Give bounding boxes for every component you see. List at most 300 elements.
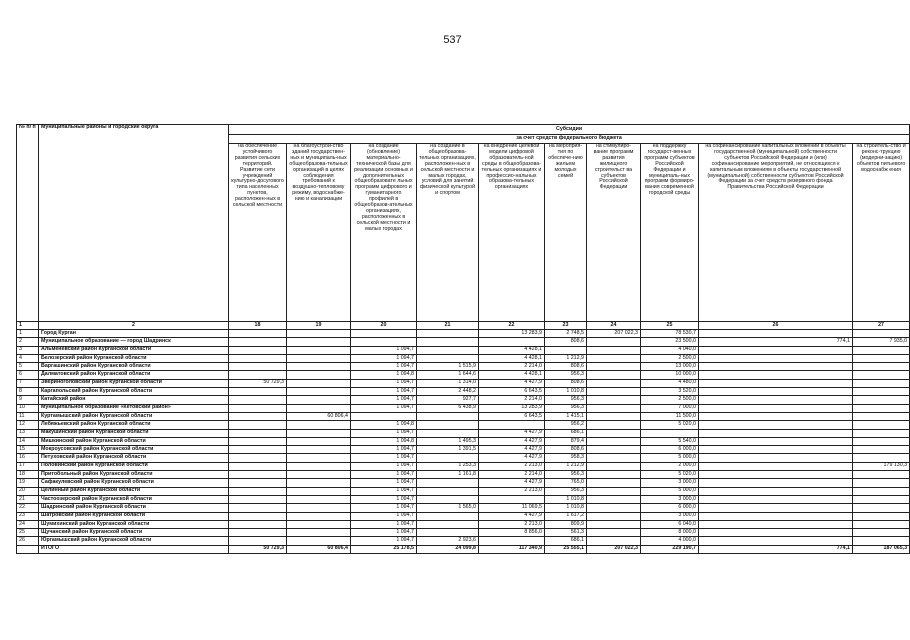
- row-number: 13: [17, 429, 39, 437]
- subsidy-value: [287, 379, 351, 387]
- subsidy-value: [287, 421, 351, 429]
- column-number: 18: [229, 322, 287, 330]
- subsidy-value: 4 427,9: [479, 379, 545, 387]
- subsidy-value: [479, 421, 545, 429]
- subsidy-value: 1 515,9: [417, 363, 479, 371]
- header-subsidies: Субсидии: [229, 125, 910, 135]
- subsidy-value: 229 190,7: [641, 545, 699, 553]
- subsidy-value: 2 748,5: [545, 330, 587, 338]
- subsidy-value: [699, 504, 853, 512]
- subsidy-value: 2 213,0: [479, 487, 545, 495]
- subsidy-value: 8 000,0: [641, 529, 699, 537]
- subsidy-value: [853, 379, 910, 387]
- subsidy-value: 1 094,7: [351, 404, 417, 412]
- subsidy-value: 6 643,5: [479, 388, 545, 396]
- subsidy-value: [853, 363, 910, 371]
- subsidy-value: 2 214,0: [479, 471, 545, 479]
- subsidy-value: [351, 338, 417, 346]
- table-row: [17, 471, 910, 479]
- subsidy-value: [287, 437, 351, 445]
- subsidy-value: 6 643,5: [479, 412, 545, 420]
- table-row: [17, 437, 910, 445]
- subsidy-value: [699, 471, 853, 479]
- subsidy-value: [587, 371, 641, 379]
- subsidy-value: [587, 479, 641, 487]
- subsidy-value: [853, 446, 910, 454]
- subsidy-value: [587, 462, 641, 470]
- subsidy-value: [853, 437, 910, 445]
- subsidy-value: 1 094,7: [351, 520, 417, 528]
- row-number: 8: [17, 388, 39, 396]
- subsidy-value: 1 161,8: [417, 471, 479, 479]
- row-number: 26: [17, 537, 39, 545]
- subsidy-value: 1 010,8: [545, 495, 587, 503]
- subsidy-value: [287, 354, 351, 362]
- header-federal-budget: за счет средств федерального бюджета: [229, 135, 910, 144]
- row-number: 7: [17, 379, 39, 387]
- subsidy-value: 956,2: [545, 421, 587, 429]
- subsidy-value: [699, 437, 853, 445]
- subsidy-value: 808,6: [545, 363, 587, 371]
- row-number: 11: [17, 412, 39, 420]
- subsidy-value: [287, 396, 351, 404]
- subsidy-value: [587, 388, 641, 396]
- municipality-name: Мишкинский район Курганской области: [39, 437, 229, 445]
- subsidy-value: 179 130,3: [853, 462, 910, 470]
- subsidy-value: [699, 330, 853, 338]
- subsidy-value: 808,6: [545, 379, 587, 387]
- subsidy-value: [699, 404, 853, 412]
- subsidy-value: 1 094,7: [351, 529, 417, 537]
- column-number: 23: [545, 322, 587, 330]
- subsidy-value: [351, 330, 417, 338]
- subsidy-value: [287, 504, 351, 512]
- row-number: 9: [17, 396, 39, 404]
- subsidy-value: [699, 462, 853, 470]
- subsidy-value: [853, 388, 910, 396]
- subsidy-value: 11 500,0: [641, 412, 699, 420]
- subsidy-value: [229, 487, 287, 495]
- subsidy-value: [417, 512, 479, 520]
- subsidy-value: [417, 330, 479, 338]
- subsidy-value: [587, 404, 641, 412]
- subsidy-value: [229, 512, 287, 520]
- subsidy-value: [229, 354, 287, 362]
- subsidy-value: [287, 346, 351, 354]
- municipality-name: Город Курган: [39, 330, 229, 338]
- subsidy-value: [287, 404, 351, 412]
- column-header: на софинансирование капитальных вложений в объекты государственной (муниципальной) собственности субъектов Российской Федерации и (или) софинансирование мероприятий, не относящихся к капитальным вложениям в объекты государственной (муниципальной) собственности субъектов Российской Федерации за счет средств резервного фонда Правительства Российской Федерации: [699, 144, 853, 322]
- subsidy-value: [587, 504, 641, 512]
- subsidy-value: [699, 495, 853, 503]
- subsidy-value: 5 020,0: [641, 421, 699, 429]
- column-header: на строитель-ство и реконс-трукцию (модерни-зацию) объектов питьевого водоснабж ения: [853, 144, 910, 322]
- subsidy-value: [287, 495, 351, 503]
- subsidy-value: [853, 421, 910, 429]
- subsidy-value: 2 214,0: [479, 396, 545, 404]
- column-number: 2: [39, 322, 229, 330]
- subsidy-value: [229, 454, 287, 462]
- subsidy-value: [587, 379, 641, 387]
- subsidy-value: [699, 446, 853, 454]
- table-row: [17, 379, 910, 387]
- subsidy-value: 1 212,9: [545, 462, 587, 470]
- subsidy-value: [417, 421, 479, 429]
- subsidy-value: 1 391,5: [417, 446, 479, 454]
- municipality-name: Муниципальное образование «Кетовский район»: [39, 404, 229, 412]
- subsidy-value: [417, 412, 479, 420]
- subsidy-value: [229, 404, 287, 412]
- subsidy-value: [853, 537, 910, 545]
- table-row: [17, 454, 910, 462]
- subsidy-value: 808,6: [545, 446, 587, 454]
- subsidy-value: 60 806,4: [287, 412, 351, 420]
- column-number: 24: [587, 322, 641, 330]
- subsidy-value: 5 000,0: [641, 454, 699, 462]
- row-number: 14: [17, 437, 39, 445]
- table-row: [17, 330, 910, 338]
- subsidy-value: 1 094,7: [351, 396, 417, 404]
- subsidy-value: [699, 346, 853, 354]
- subsidy-value: [229, 421, 287, 429]
- subsidy-value: [853, 512, 910, 520]
- subsidy-value: 1 094,7: [351, 388, 417, 396]
- municipality-name: Мокроусовский район Курганской области: [39, 446, 229, 454]
- row-number: 1: [17, 330, 39, 338]
- subsidy-value: [587, 537, 641, 545]
- subsidy-value: [587, 363, 641, 371]
- subsidy-value: 4 480,0: [641, 379, 699, 387]
- subsidy-value: [229, 471, 287, 479]
- subsidy-value: 1 253,3: [417, 462, 479, 470]
- subsidy-value: 4 427,9: [479, 429, 545, 437]
- table-row: [17, 429, 910, 437]
- subsidy-value: [229, 371, 287, 379]
- subsidy-value: [587, 495, 641, 503]
- municipality-name: Шумихинский район Курганской области: [39, 520, 229, 528]
- subsidy-value: 4 428,1: [479, 346, 545, 354]
- table-row: [17, 537, 910, 545]
- subsidy-value: 1 094,7: [351, 471, 417, 479]
- subsidy-value: [229, 338, 287, 346]
- column-header: на стимулиро-вание программ развития жилищного строительст ва субъектов Российской Федерации: [587, 144, 641, 322]
- subsidy-value: [417, 354, 479, 362]
- subsidy-value: 1 415,1: [545, 412, 587, 420]
- subsidy-value: 927,7: [417, 396, 479, 404]
- subsidy-value: 6 000,0: [641, 446, 699, 454]
- subsidy-value: 60 806,4: [287, 545, 351, 553]
- subsidy-value: [587, 338, 641, 346]
- subsidy-value: [479, 537, 545, 545]
- table-row: [17, 363, 910, 371]
- subsidy-value: 1 212,9: [545, 354, 587, 362]
- table-row: [17, 504, 910, 512]
- column-number: 21: [417, 322, 479, 330]
- subsidy-value: [229, 520, 287, 528]
- table-row: [17, 421, 910, 429]
- column-number: 1: [17, 322, 39, 330]
- subsidy-value: [699, 371, 853, 379]
- subsidy-value: 1 010,8: [545, 504, 587, 512]
- subsidy-value: [287, 330, 351, 338]
- column-header: на благоустрой-ство зданий государствен-ных и муниципаль-ных общеобразова-тельных организаций в целях соблюдения требований к воздушно-тепловому режиму, водоснабже-нию и канализации: [287, 144, 351, 322]
- subsidy-value: 6 438,9: [417, 404, 479, 412]
- table-row: [17, 495, 910, 503]
- subsidy-value: 958,3: [545, 454, 587, 462]
- subsidy-value: [287, 537, 351, 545]
- municipality-name: Половинский район Курганской области: [39, 462, 229, 470]
- subsidy-value: [587, 520, 641, 528]
- subsidy-value: 23 500,0: [641, 338, 699, 346]
- subsidy-value: [587, 396, 641, 404]
- row-number: 2: [17, 338, 39, 346]
- municipality-name: Лебяжьевский район Курганской области: [39, 421, 229, 429]
- subsidy-value: [699, 363, 853, 371]
- subsidy-value: [853, 529, 910, 537]
- subsidy-value: [229, 462, 287, 470]
- subsidy-value: [417, 495, 479, 503]
- column-header: на мероприя-тия по обеспече-нию жильем молодых семей: [545, 144, 587, 322]
- subsidy-value: [587, 471, 641, 479]
- row-number: [17, 545, 39, 553]
- subsidy-value: [853, 429, 910, 437]
- subsidy-value: [229, 388, 287, 396]
- subsidy-value: 187 065,3: [853, 545, 910, 553]
- subsidy-value: [417, 479, 479, 487]
- subsidy-value: 1 495,3: [417, 437, 479, 445]
- subsidy-value: 2 448,2: [417, 388, 479, 396]
- subsidy-value: [587, 437, 641, 445]
- column-number: 25: [641, 322, 699, 330]
- subsidy-value: [287, 371, 351, 379]
- municipality-name: Куртамышский район Курганской области: [39, 412, 229, 420]
- subsidy-value: 10 000,0: [641, 371, 699, 379]
- table-row: [17, 412, 910, 420]
- subsidy-value: 956,3: [545, 371, 587, 379]
- subsidy-value: [587, 429, 641, 437]
- subsidy-value: 1 565,0: [417, 504, 479, 512]
- subsidy-value: [699, 421, 853, 429]
- column-header: на создание в общеобразова-тельных организациях, расположен-ных в сельской местности и малых городах, условий для занятий физической культурой и спортом: [417, 144, 479, 322]
- column-header: на обеспечение устойчивого развития сельских территорий. Развитие сети учреждений культурно-досугового типа населенных пунктов, расположен-ных в сельской местности: [229, 144, 287, 322]
- subsidy-value: 774,1: [699, 338, 853, 346]
- subsidy-value: [587, 354, 641, 362]
- subsidy-value: 4 427,9: [479, 479, 545, 487]
- subsidy-value: [699, 354, 853, 362]
- municipality-name: Далматовский район Курганской области: [39, 371, 229, 379]
- subsidy-value: 1 094,7: [351, 429, 417, 437]
- subsidy-value: 956,3: [545, 404, 587, 412]
- page-number: 537: [443, 34, 462, 46]
- subsidy-value: [699, 379, 853, 387]
- subsidy-value: 1 094,7: [351, 363, 417, 371]
- row-number: 22: [17, 504, 39, 512]
- municipality-name: Варгашинский район Курганской области: [39, 363, 229, 371]
- subsidy-value: 4 000,0: [641, 537, 699, 545]
- subsidy-value: 207 022,3: [587, 330, 641, 338]
- row-number: 19: [17, 479, 39, 487]
- subsidy-value: [417, 338, 479, 346]
- municipality-name: Шадринский район Курганской области: [39, 504, 229, 512]
- subsidy-value: [587, 346, 641, 354]
- subsidy-value: 13 283,9: [479, 330, 545, 338]
- subsidy-value: [587, 512, 641, 520]
- subsidy-value: 1 010,8: [545, 388, 587, 396]
- row-number: 5: [17, 363, 39, 371]
- subsidy-value: 879,4: [545, 437, 587, 445]
- subsidy-value: 4 040,0: [641, 346, 699, 354]
- subsidy-value: [587, 412, 641, 420]
- subsidy-value: 3 520,0: [641, 388, 699, 396]
- subsidy-value: 561,3: [545, 529, 587, 537]
- subsidy-value: 13 283,9: [479, 404, 545, 412]
- subsidy-value: 117 340,9: [479, 545, 545, 553]
- table-row: [17, 404, 910, 412]
- column-header: на внедрение целевой модели цифровой образователь-ной среды в общеобразова-тельных организациях и профессио-нальных образова-тельных организациях: [479, 144, 545, 322]
- subsidy-value: 4 427,9: [479, 446, 545, 454]
- municipality-name: Притобольный район Курганской области: [39, 471, 229, 479]
- subsidy-value: [699, 537, 853, 545]
- subsidy-value: 956,3: [545, 471, 587, 479]
- subsidy-value: 1 094,7: [351, 495, 417, 503]
- column-number: 20: [351, 322, 417, 330]
- subsidy-value: [287, 446, 351, 454]
- subsidy-value: [853, 396, 910, 404]
- subsidy-value: [641, 429, 699, 437]
- table-row: [17, 520, 910, 528]
- subsidy-value: 1 094,7: [351, 346, 417, 354]
- table-row: [17, 354, 910, 362]
- subsidy-value: [853, 471, 910, 479]
- row-number: 12: [17, 421, 39, 429]
- subsidy-value: [229, 529, 287, 537]
- table-row: [17, 512, 910, 520]
- header-name: Муниципальные районы и городские округа: [39, 125, 229, 322]
- column-number: 26: [699, 322, 853, 330]
- row-number: 18: [17, 471, 39, 479]
- subsidy-value: 8 856,0: [479, 529, 545, 537]
- municipality-name: Белозерский район Курганской области: [39, 354, 229, 362]
- subsidy-value: [587, 421, 641, 429]
- table-row: [17, 396, 910, 404]
- row-number: 25: [17, 529, 39, 537]
- table-row: [17, 338, 910, 346]
- municipality-name: Юргамышский район Курганской области: [39, 537, 229, 545]
- subsidy-value: 1 094,7: [351, 379, 417, 387]
- table-row: [17, 446, 910, 454]
- subsidy-value: [699, 512, 853, 520]
- row-number: 3: [17, 346, 39, 354]
- subsidy-value: [229, 396, 287, 404]
- municipality-name: Муниципальное образование — город Шадринск: [39, 338, 229, 346]
- subsidy-value: 207 022,3: [587, 545, 641, 553]
- subsidy-value: 7 000,0: [641, 404, 699, 412]
- column-header: на создание (обновление) материально-технической базы для реализации основных и дополнительных общеобразовате льных программ цифрового и гуманитарного профилей в общеобразов-ательных организациях, расположенных в сельской местности и малых городах: [351, 144, 417, 322]
- municipality-name: Шатровский район Курганской области: [39, 512, 229, 520]
- subsidy-value: [699, 529, 853, 537]
- subsidy-value: 50 729,3: [229, 379, 287, 387]
- subsidy-value: [229, 437, 287, 445]
- subsidy-value: [479, 338, 545, 346]
- subsidy-value: [287, 388, 351, 396]
- municipality-name: Сафакулевский район Курганской области: [39, 479, 229, 487]
- subsidy-value: [287, 529, 351, 537]
- subsidy-value: 78 530,7: [641, 330, 699, 338]
- subsidy-value: [587, 529, 641, 537]
- subsidy-value: 774,1: [699, 545, 853, 553]
- subsidy-value: 5 540,0: [641, 437, 699, 445]
- column-number: 27: [853, 322, 910, 330]
- row-number: 4: [17, 354, 39, 362]
- subsidy-value: [229, 412, 287, 420]
- subsidy-value: 686,1: [545, 537, 587, 545]
- table-row: [17, 529, 910, 537]
- row-number: 15: [17, 446, 39, 454]
- subsidy-value: 4 428,1: [479, 371, 545, 379]
- subsidy-value: [699, 429, 853, 437]
- subsidy-value: [287, 512, 351, 520]
- subsidy-value: 2 500,0: [641, 354, 699, 362]
- subsidy-value: [229, 363, 287, 371]
- table-row: [17, 487, 910, 495]
- subsidy-value: 25 178,5: [351, 545, 417, 553]
- subsidy-value: [229, 446, 287, 454]
- subsidy-value: [417, 454, 479, 462]
- subsidy-value: [479, 495, 545, 503]
- subsidy-value: [229, 330, 287, 338]
- subsidy-value: 1 094,7: [351, 462, 417, 470]
- subsidy-value: [587, 487, 641, 495]
- subsidy-value: 3 000,0: [641, 512, 699, 520]
- row-number: 20: [17, 487, 39, 495]
- subsidy-value: 4 428,1: [479, 354, 545, 362]
- subsidy-value: [287, 520, 351, 528]
- subsidy-value: 765,0: [545, 479, 587, 487]
- municipality-name: Щучанский район Курганской области: [39, 529, 229, 537]
- subsidy-value: 1 094,7: [351, 446, 417, 454]
- subsidy-value: [229, 479, 287, 487]
- subsidy-value: [229, 495, 287, 503]
- header-number: № п/ п: [17, 125, 39, 322]
- subsidy-value: 956,3: [545, 396, 587, 404]
- subsidy-value: [287, 338, 351, 346]
- subsidy-value: [853, 354, 910, 362]
- table-row: [17, 462, 910, 470]
- subsidy-value: 2 923,6: [417, 537, 479, 545]
- table-row: [17, 388, 910, 396]
- column-number: 19: [287, 322, 351, 330]
- subsidy-value: 25 555,1: [545, 545, 587, 553]
- subsidy-value: [229, 504, 287, 512]
- subsidy-value: [853, 404, 910, 412]
- subsidy-value: 1 094,7: [351, 454, 417, 462]
- subsidy-value: 1 644,6: [417, 371, 479, 379]
- subsidy-value: [699, 479, 853, 487]
- subsidy-value: [699, 412, 853, 420]
- subsidy-value: 2 214,0: [479, 363, 545, 371]
- subsidy-value: [417, 529, 479, 537]
- subsidy-value: 5 000,0: [641, 487, 699, 495]
- subsidy-value: 3 000,0: [641, 495, 699, 503]
- subsidy-value: [699, 520, 853, 528]
- subsidy-value: 1 094,7: [351, 512, 417, 520]
- subsidy-value: 686,1: [545, 429, 587, 437]
- subsidy-value: [229, 429, 287, 437]
- subsidy-value: [229, 537, 287, 545]
- row-number: 6: [17, 371, 39, 379]
- subsidy-value: 50 729,3: [229, 545, 287, 553]
- subsidy-value: 956,3: [545, 487, 587, 495]
